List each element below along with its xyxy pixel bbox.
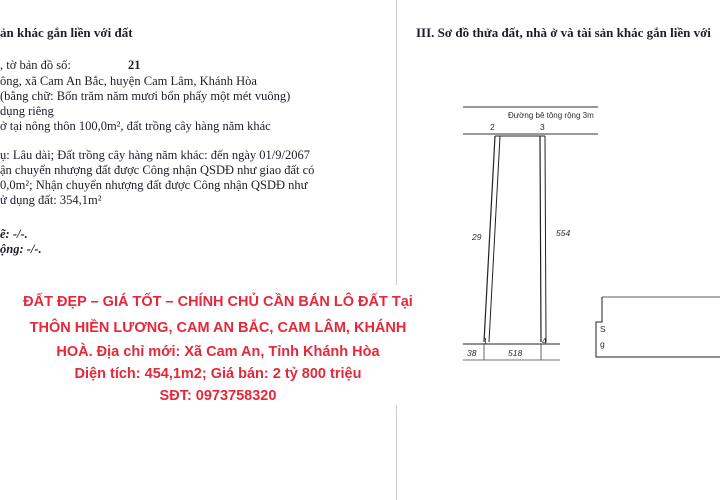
origin-line-3: ử dụng đất: 354,1m² [0,193,102,207]
map-sheet-number: 21 [128,58,141,72]
corner-3-label: 3 [540,122,545,132]
advert-line-2: THÔN HIỀN LƯƠNG, CAM AN BẮC, CAM LÂM, KHÁNH [29,320,407,336]
field-line-2: ộng: -/-. [0,242,42,256]
address-line: ông, xã Cam An Bắc, huyện Cam Lâm, Khánh Hòa [0,74,257,88]
edge-text-2: g [600,339,605,349]
land-type: ở tại nông thôn 100,0m², đất trồng cây hàng năm khác [0,119,271,133]
map-sheet-label: , tờ bản đồ số: [0,58,71,72]
road-label: Đường bê tông rộng 3m [508,111,594,120]
usage-form: dụng riêng [0,104,54,118]
field-line-1: ẽ: -/-. [0,227,28,241]
bottom-left-value: 38 [467,348,477,358]
plot-left-side [484,136,495,342]
usage-term: ụ: Lâu dài; Đất trồng cây hàng năm khác: đến ngày 01/9/2067 [0,148,310,162]
plot-right-side-inner [545,136,546,342]
corner-4-label: 4 [542,336,547,346]
advert-phone: SĐT: 0973758320 [159,388,277,404]
plot-left-side-inner [489,136,500,342]
bottom-value: 518 [508,348,523,358]
advert-line-4: Diện tích: 454,1m2; Giá bán: 2 tỷ 800 triệu [74,366,362,382]
right-side-length: 554 [556,228,571,238]
left-side-length: 29 [472,232,482,242]
corner-2-label: 2 [490,122,495,132]
area-in-words: (bằng chữ: Bốn trăm năm mươi bốn phẩy một mét vuông) [0,89,291,103]
corner-1-label: 1 [483,336,488,346]
edge-text-1: S [600,324,606,334]
neighbor-building-outline [596,297,720,357]
origin-line-2: 0,0m²; Nhận chuyển nhượng đất được Công nhận QSDĐ như [0,178,308,192]
advert-line-1: ĐẤT ĐẸP – GIÁ TỐT – CHÍNH CHỦ CẦN BÁN LÔ ĐẤT Tại [23,294,413,310]
advert-line-3: HOÀ. Địa chỉ mới: Xã Cam An, Tỉnh Khánh Hòa [56,344,380,360]
right-section-heading: III. Sơ đồ thửa đất, nhà ở và tài sản khác gắn liền với [416,25,711,40]
origin-line-1: ận chuyển nhượng đất được Công nhận QSDĐ như giao đất có [0,163,315,177]
left-section-heading: ản khác gắn liền với đất [0,25,133,40]
plot-right-side [540,136,541,342]
